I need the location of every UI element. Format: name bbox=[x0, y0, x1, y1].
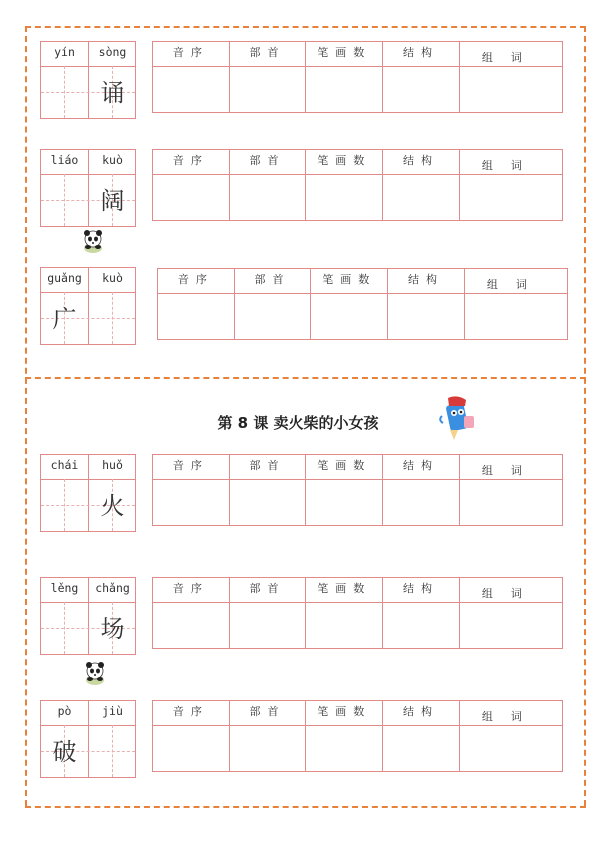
info-column[interactable] bbox=[383, 701, 460, 771]
info-column[interactable] bbox=[383, 455, 460, 525]
hanzi-character: 阔 bbox=[100, 187, 125, 215]
info-column[interactable] bbox=[306, 42, 383, 112]
pinyin-label: kuò bbox=[102, 153, 123, 167]
character-info-table bbox=[157, 268, 568, 340]
info-column[interactable] bbox=[153, 701, 230, 771]
panda-icon bbox=[82, 660, 108, 686]
pinyin-label: kuò bbox=[102, 271, 123, 285]
info-column[interactable] bbox=[153, 42, 230, 112]
info-column[interactable] bbox=[235, 269, 312, 339]
info-column[interactable] bbox=[383, 150, 460, 220]
info-column[interactable] bbox=[460, 701, 562, 771]
tianzige-grid bbox=[40, 149, 136, 227]
info-header: 结构 bbox=[383, 42, 459, 67]
info-header: 笔画数 bbox=[306, 150, 382, 175]
character-info-table bbox=[152, 577, 563, 649]
info-column[interactable] bbox=[158, 269, 235, 339]
info-header: 笔画数 bbox=[306, 455, 382, 480]
info-column[interactable] bbox=[311, 269, 388, 339]
pinyin-label: lěng bbox=[50, 581, 79, 595]
info-column[interactable] bbox=[465, 269, 567, 339]
info-column[interactable] bbox=[460, 455, 562, 525]
info-column[interactable] bbox=[230, 150, 307, 220]
pinyin-label: liáo bbox=[50, 153, 79, 167]
pinyin-label: guǎng bbox=[47, 271, 82, 285]
info-header: 结构 bbox=[383, 701, 459, 726]
info-column[interactable] bbox=[383, 42, 460, 112]
info-header: 结构 bbox=[383, 455, 459, 480]
info-header: 音序 bbox=[153, 578, 229, 603]
tianzige-grid bbox=[40, 454, 136, 532]
info-header: 部首 bbox=[230, 701, 306, 726]
info-header: 笔画数 bbox=[306, 701, 382, 726]
pinyin-label: chái bbox=[50, 458, 79, 472]
info-header: 笔画数 bbox=[306, 42, 382, 67]
pinyin-label: huǒ bbox=[102, 458, 123, 472]
info-header: 音序 bbox=[153, 455, 229, 480]
info-column[interactable] bbox=[460, 150, 562, 220]
info-header: 组词 bbox=[460, 455, 562, 480]
pinyin-label: jiù bbox=[102, 704, 123, 718]
pinyin-label: sòng bbox=[98, 45, 127, 59]
info-column[interactable] bbox=[230, 455, 307, 525]
info-header: 部首 bbox=[230, 42, 306, 67]
info-column[interactable] bbox=[460, 578, 562, 648]
pinyin-label: pò bbox=[57, 704, 72, 718]
info-header: 音序 bbox=[153, 701, 229, 726]
info-header: 组词 bbox=[460, 701, 562, 726]
pinyin-label: chǎng bbox=[95, 581, 130, 595]
pencil-mascot-icon bbox=[438, 396, 478, 442]
tianzige-grid bbox=[40, 577, 136, 655]
lesson-title: 第 8 课 卖火柴的小女孩 bbox=[217, 414, 379, 432]
info-header: 组词 bbox=[460, 578, 562, 603]
info-header: 组词 bbox=[460, 42, 562, 67]
character-info-table bbox=[152, 149, 563, 221]
tianzige-grid bbox=[40, 41, 136, 119]
tianzige-grid bbox=[40, 267, 136, 345]
bottom-border bbox=[25, 806, 586, 808]
hanzi-character: 破 bbox=[52, 738, 77, 766]
info-header: 结构 bbox=[388, 269, 464, 294]
hanzi-character: 火 bbox=[100, 492, 125, 520]
info-header: 笔画数 bbox=[306, 578, 382, 603]
info-header: 结构 bbox=[383, 150, 459, 175]
info-column[interactable] bbox=[153, 578, 230, 648]
hanzi-character: 广 bbox=[52, 305, 77, 333]
info-column[interactable] bbox=[383, 578, 460, 648]
hanzi-character: 诵 bbox=[100, 79, 125, 107]
hanzi-character: 场 bbox=[100, 615, 125, 643]
info-header: 部首 bbox=[235, 269, 311, 294]
tianzige-grid bbox=[40, 700, 136, 778]
info-header: 笔画数 bbox=[311, 269, 387, 294]
info-column[interactable] bbox=[153, 150, 230, 220]
info-column[interactable] bbox=[306, 578, 383, 648]
character-info-table bbox=[152, 700, 563, 772]
panda-icon bbox=[80, 228, 106, 254]
info-column[interactable] bbox=[388, 269, 465, 339]
info-column[interactable] bbox=[306, 701, 383, 771]
info-column[interactable] bbox=[306, 150, 383, 220]
info-header: 组词 bbox=[460, 150, 562, 175]
info-header: 音序 bbox=[153, 150, 229, 175]
info-header: 部首 bbox=[230, 150, 306, 175]
info-header: 音序 bbox=[158, 269, 234, 294]
character-info-table bbox=[152, 41, 563, 113]
info-column[interactable] bbox=[153, 455, 230, 525]
section-divider bbox=[25, 377, 586, 379]
info-column[interactable] bbox=[460, 42, 562, 112]
info-column[interactable] bbox=[230, 42, 307, 112]
info-header: 音序 bbox=[153, 42, 229, 67]
info-header: 结构 bbox=[383, 578, 459, 603]
info-header: 部首 bbox=[230, 578, 306, 603]
pinyin-label: yín bbox=[54, 45, 75, 59]
info-column[interactable] bbox=[306, 455, 383, 525]
info-column[interactable] bbox=[230, 701, 307, 771]
character-info-table bbox=[152, 454, 563, 526]
info-header: 组词 bbox=[465, 269, 567, 294]
info-header: 部首 bbox=[230, 455, 306, 480]
info-column[interactable] bbox=[230, 578, 307, 648]
